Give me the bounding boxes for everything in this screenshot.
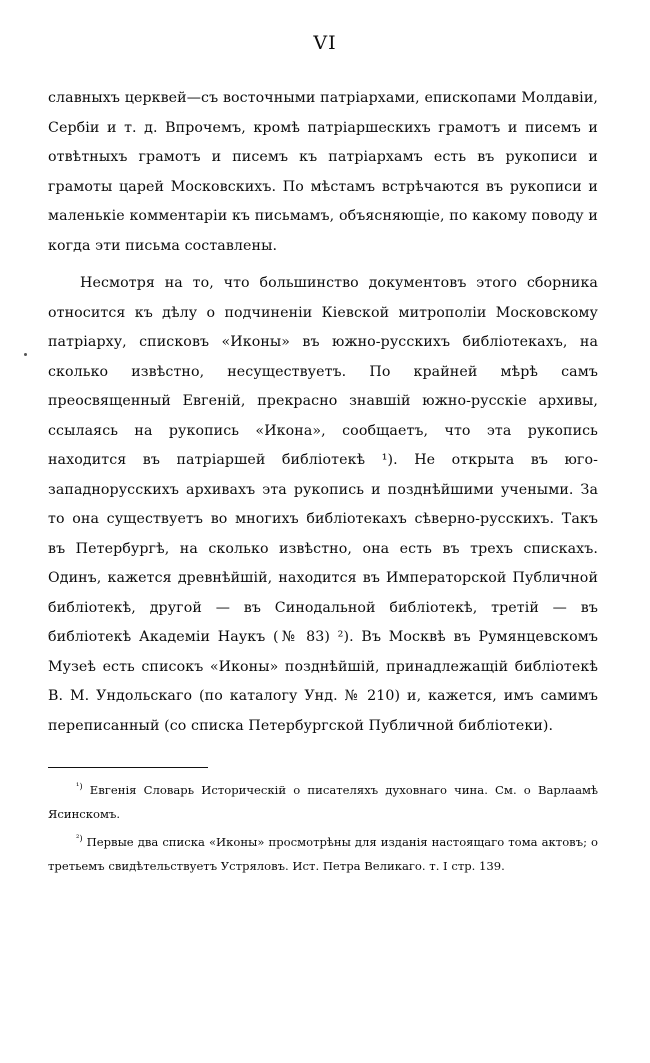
footnote-2	[48, 830, 598, 878]
footnote-2-marker: ²)	[76, 833, 83, 844]
paragraph-1: славныхъ церквей—съ восточными патріархами, епископами Молдавіи, Сербіи и т. д. Впрочемъ, кромѣ патріаршескихъ грамотъ и писемъ и отвѣтныхъ грамотъ и писемъ къ патріархамъ есть въ рукописи и грамоты царей Московскихъ. По мѣстамъ встрѣчаются въ рукописи и маленькіе комментаріи къ письмамъ, объясняющіе, по какому поводу и когда эти письма составлены.	[48, 90, 598, 254]
document-page	[0, 32, 650, 1063]
paragraph-2: Несмотря на то, что большинство документовъ этого сборника относится къ дѣлу о подчиненіи Кіевской митрополіи Московскому патріарху, списковъ «Иконы» въ южно-русскихъ библіотекахъ, на сколько извѣстно, несуществуетъ. По крайней мѣрѣ самъ преосвященный Евгеній, прекрасно знавшій южно-русскіе архивы, ссылаясь на рукопись «Икона», сообщаетъ, что эта рукопись находится въ патріаршей библіотекѣ ¹). Не открыта въ юго-западнорусскихъ архивахъ эта рукопись и позднѣйшими учеными. За то она существуетъ во многихъ библіотекахъ сѣверно-русскихъ. Такъ въ Петербургѣ, на сколько извѣстно, она есть въ трехъ спискахъ. Одинъ, кажется древнѣйшій, находится въ Императорской Публичной библіотекѣ, другой — въ Синодальной библіотекѣ, третій — въ библіотекѣ Академіи Наукъ (№ 83) ²). Въ Москвѣ въ Румянцевскомъ Музеѣ есть списокъ «Иконы» позднѣйшій, принадлежащій библіотекѣ В. М. Ундольскаго (по каталогу Унд. № 210) и, кажется, имъ самимъ переписанный (со списка Петербургской Публичной библіотеки).	[48, 275, 598, 734]
body-text	[48, 84, 598, 741]
footnote-1	[48, 778, 598, 826]
margin-speck	[24, 353, 27, 356]
footnote-1-text: Евгенія Словарь Историческій о писателяхъ духовнаго чина. См. о Варлаамѣ Ясинскомъ.	[48, 783, 599, 821]
footnote-block	[48, 778, 598, 878]
page-number: VI	[313, 32, 337, 54]
footnote-separator	[48, 767, 208, 768]
footnote-1-marker: ¹)	[76, 781, 83, 792]
footnote-2-text: Первые два списка «Иконы» просмотрѣны для изданія настоящаго тома актовъ; о третьемъ свидѣтельствуетъ Устряловъ. Ист. Петра Великаго. т. I стр. 139.	[48, 835, 599, 873]
